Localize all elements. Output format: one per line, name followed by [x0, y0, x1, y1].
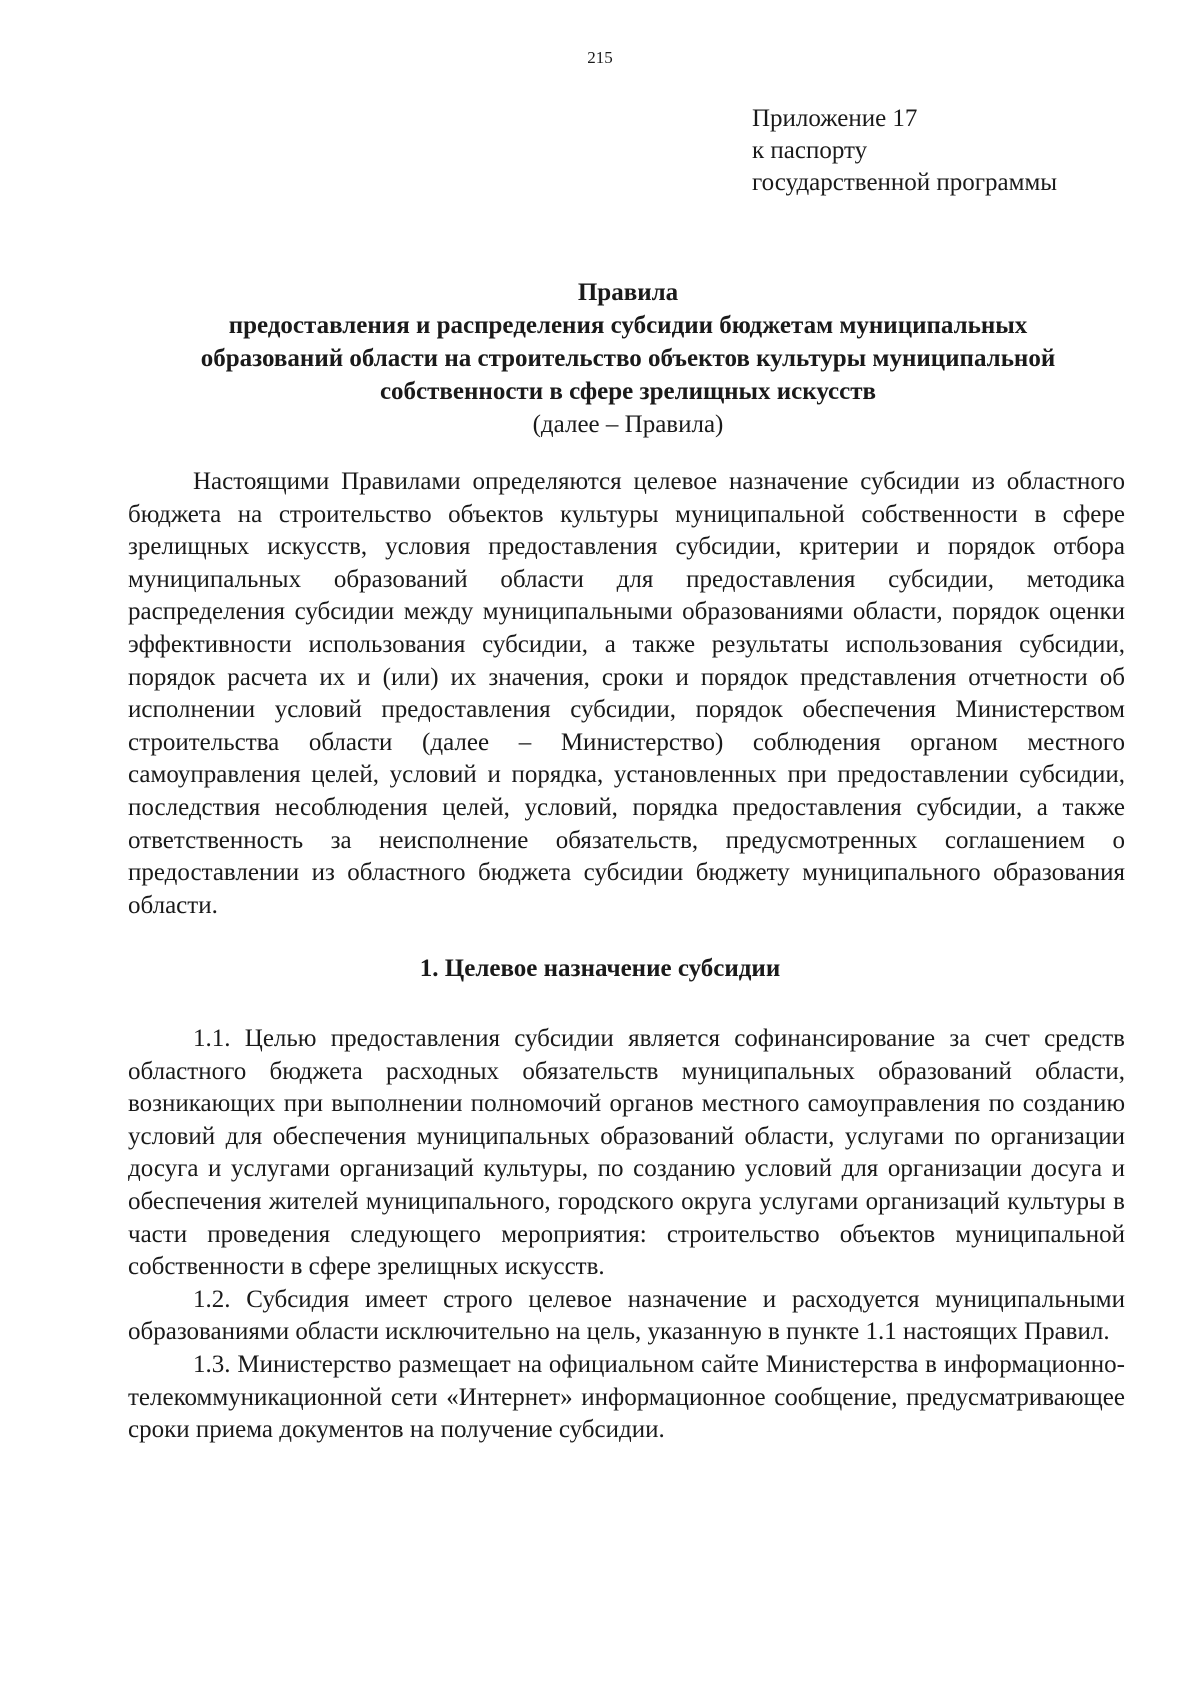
- title-line: Правила: [577, 279, 679, 306]
- title-line: образований области на строительство объектов культуры муниципальной: [200, 345, 1056, 372]
- title-line: предоставления и распределения субсидии бюджетам муниципальных: [228, 312, 1028, 339]
- page-number: 215: [587, 48, 613, 67]
- section-1-body: [128, 1023, 1125, 1447]
- annex-line: государственной программы: [752, 169, 1058, 196]
- annex-block: [752, 103, 1057, 199]
- paragraph-1-1: 1.1. Целью предоставления субсидии является софинансирование за счет средств областного бюджета расходных обязательств муниципальных образований области, возникающих при выполнении полномочий органов местного самоуправления по созданию условий для обеспечения муниципальных образований области, услугами по организации досуга и услугами организаций культуры, по созданию условий для организации досуга и обеспечения жителей муниципального, городского округа услугами организаций культуры в части проведения следующего мероприятия: строительство объектов муниципальной собственности в сфере зрелищных искусств.: [128, 1025, 1125, 1281]
- paragraph-1-3: 1.3. Министерство размещает на официальном сайте Министерства в информационно-телекоммуникационной сети «Интернет» информационное сообщение, предусматривающее сроки приема документов на получение субсидии.: [128, 1350, 1125, 1444]
- section-heading: 1. Целевое назначение субсидии: [419, 955, 781, 982]
- paragraph-1-2: 1.2. Субсидия имеет строго целевое назначение и расходуется муниципальными образованиями области исключительно на цель, указанную в пункте 1.1 настоящих Правил.: [128, 1285, 1125, 1346]
- title-note: (далее – Правила): [532, 411, 724, 438]
- intro-section: [128, 466, 1125, 922]
- annex-line: Приложение 17: [752, 105, 918, 132]
- document-title: [128, 276, 1128, 441]
- title-line: собственности в сфере зрелищных искусств: [379, 378, 877, 405]
- annex-line: к паспорту: [752, 137, 868, 164]
- intro-paragraph: Настоящими Правилами определяются целевое назначение субсидии из областного бюджета на строительство объектов культуры муниципальной собственности в сфере зрелищных искусств, условия предоставления субсидии, критерии и порядок отбора муниципальных образований области для предоставления субсидии, методика распределения субсидии между муниципальными образованиями области, порядок оценки эффективности использования субсидии, а также результаты использования субсидии, порядок расчета их и (или) их значения, сроки и порядок представления отчетности об исполнении условий предоставления субсидии, порядок обеспечения Министерством строительства области (далее – Министерство) соблюдения органом местного самоуправления целей, условий и порядка, установленных при предоставлении субсидии, последствия несоблюдения целей, условий, порядка предоставления субсидии, а также ответственность за неисполнение обязательств, предусмотренных соглашением о предоставлении из областного бюджета субсидии бюджету муниципального образования области.: [128, 468, 1125, 919]
